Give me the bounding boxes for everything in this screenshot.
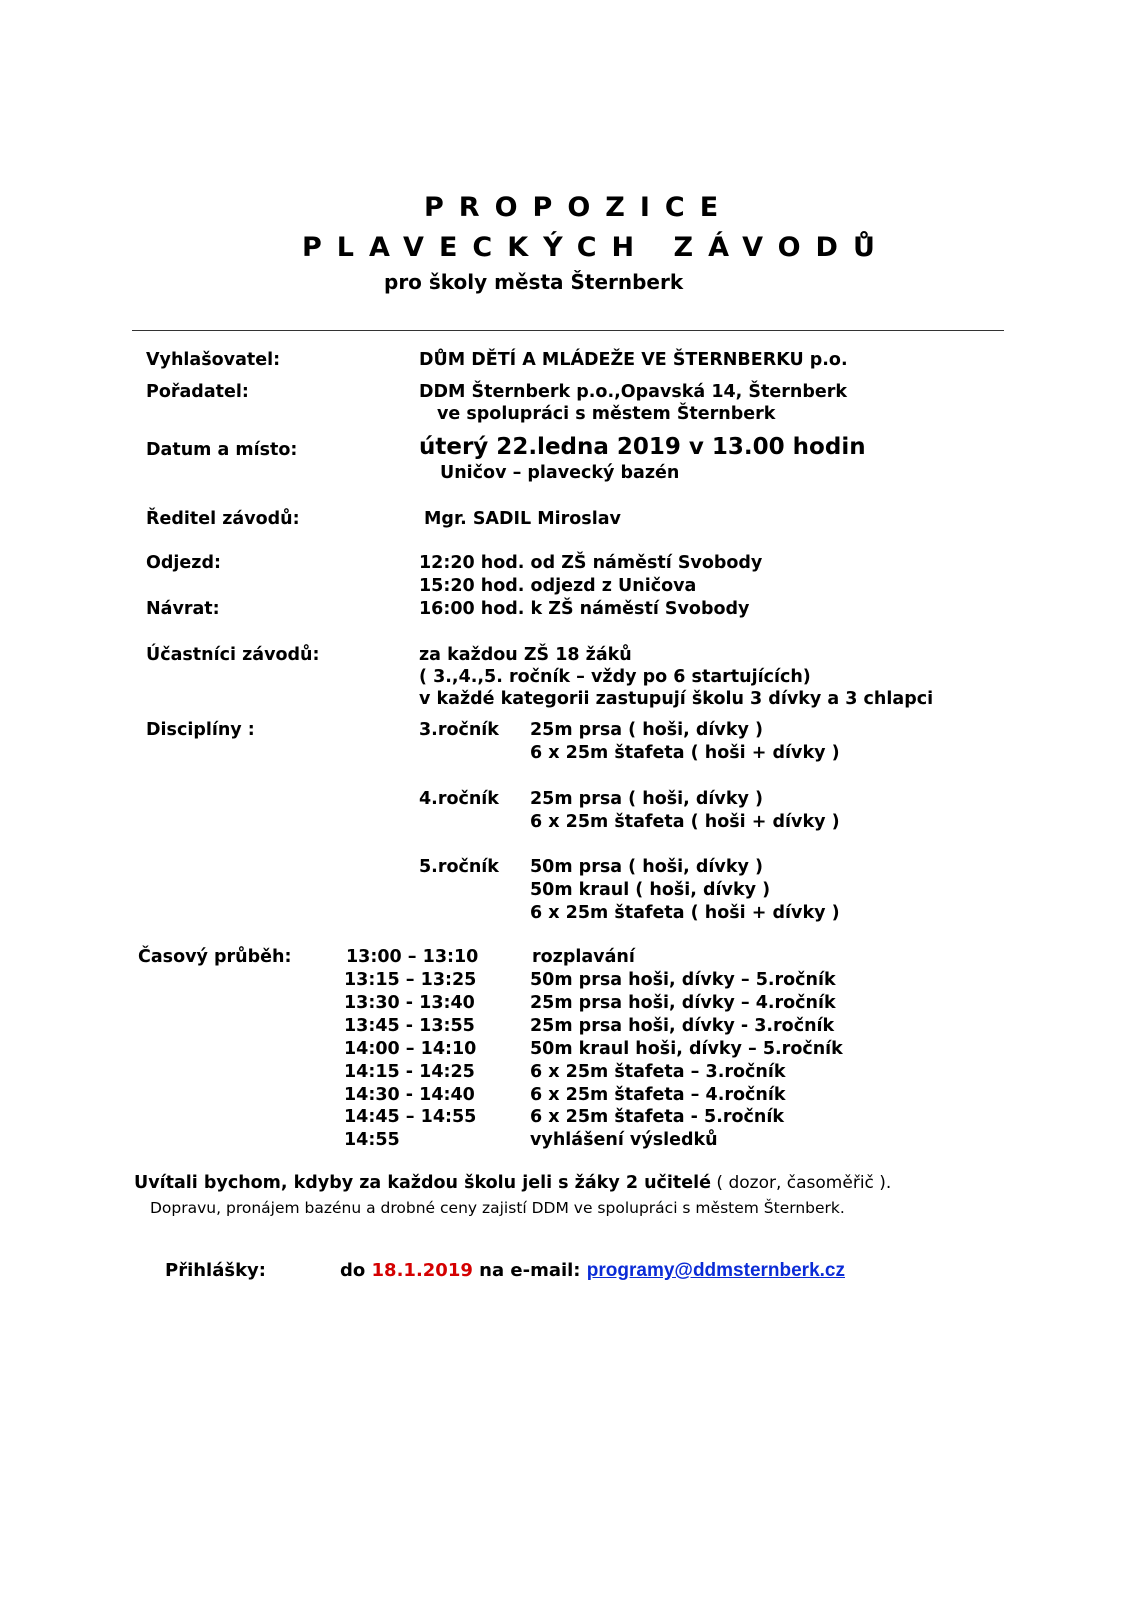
datum-label: Datum a místo: xyxy=(146,440,298,460)
schedule-event: 6 x 25m štafeta – 4.ročník xyxy=(530,1085,786,1105)
vyhlasovatel-label: Vyhlašovatel: xyxy=(146,350,281,370)
ucastnici-value-3: v každé kategorii zastupují školu 3 dívky a 3 chlapci xyxy=(419,689,934,709)
discipline-grade: 4.ročník xyxy=(419,789,499,809)
teacher-note-detail: ( dozor, časoměřič ). xyxy=(711,1173,892,1193)
schedule-time: 13:45 - 13:55 xyxy=(344,1016,475,1036)
schedule-event: 25m prsa hoši, dívky – 4.ročník xyxy=(530,993,836,1013)
discipline-item: 6 x 25m štafeta ( hoši + dívky ) xyxy=(530,812,840,832)
poradatel-value-1: DDM Šternberk p.o.,Opavská 14, Šternberk xyxy=(419,382,847,402)
subtitle: pro školy města Šternberk xyxy=(384,270,684,294)
title-line-2: PLAVECKÝCH ZÁVODŮ xyxy=(302,232,890,263)
discipline-item: 25m prsa ( hoši, dívky ) xyxy=(530,789,763,809)
discipline-item: 25m prsa ( hoši, dívky ) xyxy=(530,720,763,740)
datum-value-1: úterý 22.ledna 2019 v 13.00 hodin xyxy=(419,434,866,460)
schedule-time: 14:30 - 14:40 xyxy=(344,1085,475,1105)
odjezd-value-1: 12:20 hod. od ZŠ náměstí Svobody xyxy=(419,553,763,573)
schedule-time: 14:00 – 14:10 xyxy=(344,1039,477,1059)
schedule-time: 14:15 - 14:25 xyxy=(344,1062,475,1082)
prihlasky-label: Přihlášky: xyxy=(165,1260,266,1281)
schedule-event: 6 x 25m štafeta – 3.ročník xyxy=(530,1062,786,1082)
odjezd-label: Odjezd: xyxy=(146,553,221,573)
teacher-note-bold: Uvítali bychom, kdyby za každou školu jeli s žáky 2 učitelé xyxy=(134,1173,712,1193)
email-link[interactable]: programy@ddmsternberk.cz xyxy=(586,1260,845,1281)
schedule-event: 25m prsa hoši, dívky - 3.ročník xyxy=(530,1016,835,1036)
schedule-event: 6 x 25m štafeta - 5.ročník xyxy=(530,1107,784,1127)
discipline-item: 6 x 25m štafeta ( hoši + dívky ) xyxy=(530,903,840,923)
discipline-item: 50m kraul ( hoši, dívky ) xyxy=(530,880,771,900)
ucastnici-value-2: ( 3.,4.,5. ročník – vždy po 6 startujících) xyxy=(419,667,811,687)
ucastnici-label: Účastníci závodů: xyxy=(146,645,320,665)
prihlasky-middle: na e-mail: xyxy=(472,1260,587,1281)
schedule-time: 14:55 xyxy=(344,1130,400,1150)
datum-value-2: Uničov – plavecký bazén xyxy=(440,463,680,483)
reditel-label: Ředitel závodů: xyxy=(146,509,300,529)
poradatel-label: Pořadatel: xyxy=(146,382,249,402)
navrat-label: Návrat: xyxy=(146,599,220,619)
schedule-label: Časový průběh: xyxy=(138,947,292,967)
odjezd-value-2: 15:20 hod. odjezd z Uničova xyxy=(419,576,697,596)
transport-note: Dopravu, pronájem bazénu a drobné ceny zajistí DDM ve spolupráci s městem Šternberk. xyxy=(150,1199,845,1217)
schedule-time: 13:15 – 13:25 xyxy=(344,970,477,990)
discipline-item: 6 x 25m štafeta ( hoši + dívky ) xyxy=(530,743,840,763)
schedule-time: 13:00 – 13:10 xyxy=(346,947,479,967)
header-divider xyxy=(132,330,1004,331)
schedule-time: 13:30 - 13:40 xyxy=(344,993,475,1013)
navrat-value: 16:00 hod. k ZŠ náměstí Svobody xyxy=(419,599,750,619)
poradatel-value-2: ve spolupráci s městem Šternberk xyxy=(437,404,776,424)
vyhlasovatel-value: DŮM DĚTÍ A MLÁDEŽE VE ŠTERNBERKU p.o. xyxy=(419,350,848,370)
reditel-value: Mgr. SADIL Miroslav xyxy=(424,509,621,529)
teacher-note xyxy=(134,1173,891,1193)
schedule-event: vyhlášení výsledků xyxy=(530,1130,718,1150)
disciplines-label: Disciplíny : xyxy=(146,720,255,740)
ucastnici-value-1: za každou ZŠ 18 žáků xyxy=(419,645,632,665)
schedule-event: 50m kraul hoši, dívky – 5.ročník xyxy=(530,1039,843,1059)
schedule-event: 50m prsa hoši, dívky – 5.ročník xyxy=(530,970,836,990)
schedule-event: rozplavání xyxy=(532,947,635,967)
discipline-grade: 3.ročník xyxy=(419,720,499,740)
schedule-time: 14:45 – 14:55 xyxy=(344,1107,477,1127)
deadline-date: 18.1.2019 xyxy=(371,1260,473,1281)
discipline-item: 50m prsa ( hoši, dívky ) xyxy=(530,857,763,877)
title-line-1: PROPOZICE xyxy=(424,192,734,223)
prihlasky-value xyxy=(340,1260,845,1282)
discipline-grade: 5.ročník xyxy=(419,857,499,877)
prihlasky-prefix: do xyxy=(340,1260,372,1281)
